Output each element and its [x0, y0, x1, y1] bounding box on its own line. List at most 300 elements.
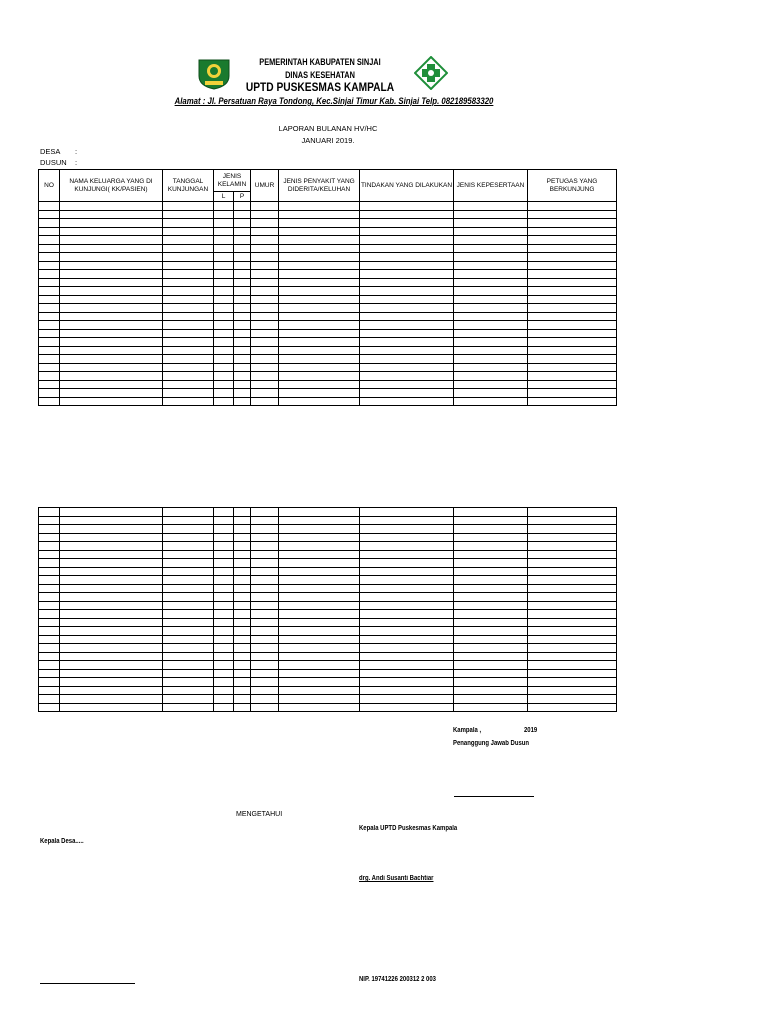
table-cell [454, 686, 528, 695]
table-cell [454, 508, 528, 517]
table-cell [528, 287, 617, 296]
table-cell [60, 202, 163, 211]
table-cell [360, 678, 454, 687]
table-row [39, 355, 617, 364]
table-cell [39, 525, 60, 534]
table-cell [163, 669, 214, 678]
table-cell [251, 253, 279, 262]
table-row [39, 508, 617, 517]
table-cell [279, 584, 360, 593]
table-cell [60, 380, 163, 389]
table-cell [214, 618, 234, 627]
table-cell [360, 627, 454, 636]
table-cell [251, 227, 279, 236]
table-cell [360, 533, 454, 542]
table-cell [60, 542, 163, 551]
col-header-l: L [214, 192, 234, 202]
table-cell [163, 278, 214, 287]
table-cell [163, 244, 214, 253]
table-cell [163, 210, 214, 219]
table-cell [454, 346, 528, 355]
table-cell [60, 321, 163, 330]
table-cell [360, 236, 454, 245]
table-cell [60, 346, 163, 355]
table-cell [214, 703, 234, 712]
table-cell [214, 355, 234, 364]
table-cell [528, 380, 617, 389]
table-cell [163, 372, 214, 381]
col-header-penyakit: JENIS PENYAKIT YANG DIDERITA/KELUHAN [279, 170, 360, 202]
table-cell [360, 372, 454, 381]
table-cell [528, 329, 617, 338]
table-cell [214, 567, 234, 576]
table-cell [214, 533, 234, 542]
table-cell [163, 346, 214, 355]
table-cell [163, 686, 214, 695]
table-row [39, 372, 617, 381]
table-cell [360, 703, 454, 712]
table-cell [163, 338, 214, 347]
table-cell [251, 338, 279, 347]
table-row [39, 703, 617, 712]
table-cell [360, 644, 454, 653]
table-cell [214, 346, 234, 355]
table-row [39, 338, 617, 347]
table-cell [454, 584, 528, 593]
table-cell [214, 270, 234, 279]
table-cell [360, 550, 454, 559]
table-cell [251, 584, 279, 593]
table-row [39, 397, 617, 406]
table-cell [214, 372, 234, 381]
table-cell [279, 627, 360, 636]
table-cell [39, 321, 60, 330]
table-cell [163, 678, 214, 687]
table-cell [39, 270, 60, 279]
table-cell [251, 508, 279, 517]
table-cell [528, 550, 617, 559]
table-cell [163, 295, 214, 304]
table-cell [163, 253, 214, 262]
table-row [39, 584, 617, 593]
table-cell [454, 397, 528, 406]
table-cell [214, 678, 234, 687]
table-cell [60, 312, 163, 321]
table-cell [39, 618, 60, 627]
table-cell [234, 686, 251, 695]
table-cell [234, 219, 251, 228]
table-cell [163, 380, 214, 389]
table-cell [39, 338, 60, 347]
table-cell [214, 652, 234, 661]
table-cell [60, 695, 163, 704]
header-address: Alamat : Jl. Persatuan Raya Tondong, Kec.Sinjai Timur Kab. Sinjai Telp. 082189583320 [174, 96, 494, 107]
table-cell [214, 550, 234, 559]
table-cell [279, 525, 360, 534]
table-cell [454, 644, 528, 653]
table-cell [251, 516, 279, 525]
table-cell [163, 355, 214, 364]
dusun-label: DUSUN [40, 158, 67, 167]
table-cell [279, 236, 360, 245]
table-cell [214, 593, 234, 602]
table-cell [454, 236, 528, 245]
table-cell [454, 695, 528, 704]
table-cell [39, 661, 60, 670]
table-cell [60, 593, 163, 602]
table-cell [360, 219, 454, 228]
table-cell [163, 703, 214, 712]
table-cell [214, 516, 234, 525]
table-cell [251, 559, 279, 568]
table-cell [39, 703, 60, 712]
table-cell [251, 669, 279, 678]
table-cell [234, 584, 251, 593]
table-cell [360, 618, 454, 627]
table-cell [214, 338, 234, 347]
table-cell [528, 686, 617, 695]
report-table-2 [38, 507, 617, 712]
table-cell [528, 312, 617, 321]
table-cell [251, 244, 279, 253]
table-cell [234, 278, 251, 287]
table-cell [214, 635, 234, 644]
table-cell [360, 601, 454, 610]
table-cell [234, 542, 251, 551]
table-cell [60, 533, 163, 542]
table-cell [279, 261, 360, 270]
table-cell [39, 355, 60, 364]
table-cell [234, 253, 251, 262]
table-cell [234, 627, 251, 636]
table-cell [39, 584, 60, 593]
table-cell [528, 601, 617, 610]
table-cell [528, 644, 617, 653]
table-cell [528, 508, 617, 517]
table-cell [234, 525, 251, 534]
table-cell [251, 644, 279, 653]
table-cell [528, 525, 617, 534]
table-cell [454, 533, 528, 542]
table-cell [39, 678, 60, 687]
report-title: LAPORAN BULANAN HV/HC [278, 124, 378, 133]
table-cell [279, 397, 360, 406]
table-cell [39, 202, 60, 211]
table-row [39, 576, 617, 585]
table-cell [60, 397, 163, 406]
table-cell [214, 397, 234, 406]
table-cell [214, 219, 234, 228]
col-header-nama: NAMA KELUARGA YANG DI KUNJUNGI( KK/PASIEN) [60, 170, 163, 202]
table-cell [39, 508, 60, 517]
table-cell [251, 219, 279, 228]
dusun-colon: : [75, 158, 78, 167]
table-cell [39, 389, 60, 398]
table-cell [214, 363, 234, 372]
table-cell [234, 346, 251, 355]
table-cell [39, 627, 60, 636]
table-cell [454, 559, 528, 568]
table-cell [163, 329, 214, 338]
kepala-uptd-label: Kepala UPTD Puskesmas Kampala [359, 825, 458, 832]
table-cell [214, 584, 234, 593]
table-cell [214, 202, 234, 211]
table-cell [163, 516, 214, 525]
table-cell [234, 363, 251, 372]
table-cell [454, 295, 528, 304]
table-cell [251, 346, 279, 355]
table-cell [39, 287, 60, 296]
table-cell [234, 380, 251, 389]
table-cell [251, 304, 279, 313]
dusun-field [40, 158, 78, 167]
table-cell [279, 686, 360, 695]
table-cell [60, 244, 163, 253]
table-cell [251, 295, 279, 304]
kepala-desa-signature-line [40, 983, 135, 984]
table-cell [214, 287, 234, 296]
table-cell [234, 321, 251, 330]
table-cell [360, 210, 454, 219]
table-cell [163, 270, 214, 279]
table-cell [39, 295, 60, 304]
table-cell [360, 661, 454, 670]
table-cell [528, 363, 617, 372]
table-cell [279, 678, 360, 687]
table-cell [39, 686, 60, 695]
table-cell [214, 601, 234, 610]
doctor-nip: NIP. 19741226 200312 2 003 [359, 976, 436, 983]
table-cell [60, 253, 163, 262]
table-cell [528, 321, 617, 330]
table-cell [528, 270, 617, 279]
table-cell [454, 593, 528, 602]
col-header-jenis-kelamin: JENIS KELAMIN [214, 170, 251, 192]
table-cell [234, 559, 251, 568]
table-row [39, 278, 617, 287]
table-cell [528, 627, 617, 636]
table-cell [214, 508, 234, 517]
table-cell [454, 627, 528, 636]
table-row [39, 227, 617, 236]
table-cell [163, 576, 214, 585]
table-cell [279, 253, 360, 262]
table-cell [60, 338, 163, 347]
table-cell [528, 703, 617, 712]
table-cell [60, 618, 163, 627]
table-cell [39, 652, 60, 661]
table-cell [279, 210, 360, 219]
table-cell [360, 516, 454, 525]
table-cell [454, 661, 528, 670]
table-cell [251, 525, 279, 534]
table-cell [39, 635, 60, 644]
table-cell [39, 695, 60, 704]
table-row [39, 321, 617, 330]
table-cell [39, 593, 60, 602]
table-cell [251, 389, 279, 398]
table-cell [251, 210, 279, 219]
table-cell [360, 329, 454, 338]
table-cell [251, 661, 279, 670]
table-cell [454, 542, 528, 551]
table-cell [528, 261, 617, 270]
table-cell [360, 244, 454, 253]
table-cell [214, 669, 234, 678]
table-cell [454, 652, 528, 661]
table-cell [214, 380, 234, 389]
table-cell [60, 627, 163, 636]
table-cell [251, 542, 279, 551]
table-row [39, 635, 617, 644]
table-cell [234, 703, 251, 712]
penanggung-signature-line [454, 796, 534, 797]
table-cell [60, 236, 163, 245]
table-cell [279, 219, 360, 228]
table-cell [39, 372, 60, 381]
table-row [39, 312, 617, 321]
table-row [39, 202, 617, 211]
table-cell [279, 312, 360, 321]
table-cell [279, 278, 360, 287]
table-cell [234, 202, 251, 211]
table-cell [214, 627, 234, 636]
table-cell [454, 380, 528, 389]
table-cell [60, 669, 163, 678]
table-cell [360, 542, 454, 551]
table-cell [360, 312, 454, 321]
table-cell [454, 329, 528, 338]
table-cell [279, 695, 360, 704]
table-cell [454, 372, 528, 381]
table-row [39, 559, 617, 568]
table-cell [60, 559, 163, 568]
table-cell [163, 627, 214, 636]
table-cell [454, 210, 528, 219]
table-cell [39, 278, 60, 287]
table-cell [234, 397, 251, 406]
table-cell [360, 270, 454, 279]
table-cell [234, 516, 251, 525]
table-cell [234, 593, 251, 602]
table-cell [39, 346, 60, 355]
table-cell [234, 678, 251, 687]
table-cell [454, 321, 528, 330]
table-cell [360, 610, 454, 619]
table-cell [163, 202, 214, 211]
table-cell [279, 542, 360, 551]
table-cell [279, 363, 360, 372]
table-row [39, 210, 617, 219]
table-cell [360, 202, 454, 211]
table-cell [234, 329, 251, 338]
table-cell [60, 389, 163, 398]
table-cell [528, 610, 617, 619]
table-cell [163, 661, 214, 670]
table-cell [279, 295, 360, 304]
table-cell [454, 669, 528, 678]
table-cell [60, 261, 163, 270]
table-cell [214, 576, 234, 585]
table-row [39, 652, 617, 661]
table-cell [360, 227, 454, 236]
table-cell [454, 550, 528, 559]
table-cell [279, 355, 360, 364]
table-cell [234, 550, 251, 559]
table-cell [39, 236, 60, 245]
table-cell [163, 618, 214, 627]
table-cell [251, 678, 279, 687]
table-cell [39, 576, 60, 585]
table-cell [234, 695, 251, 704]
col-header-umur: UMUR [251, 170, 279, 202]
table-row [39, 363, 617, 372]
table-cell [454, 287, 528, 296]
table-cell [454, 525, 528, 534]
table-cell [251, 270, 279, 279]
table-cell [279, 559, 360, 568]
table-row [39, 261, 617, 270]
table-cell [163, 219, 214, 228]
table-cell [39, 312, 60, 321]
table-row [39, 542, 617, 551]
table-cell [163, 227, 214, 236]
table-cell [214, 686, 234, 695]
table-cell [214, 210, 234, 219]
table-cell [454, 202, 528, 211]
table-cell [528, 304, 617, 313]
table-cell [60, 635, 163, 644]
table-cell [528, 210, 617, 219]
table-cell [454, 270, 528, 279]
table-cell [279, 533, 360, 542]
table-cell [60, 219, 163, 228]
table-cell [454, 610, 528, 619]
table-cell [39, 542, 60, 551]
table-cell [214, 525, 234, 534]
mengetahui-label: MENGETAHUI [236, 811, 283, 818]
table-cell [528, 542, 617, 551]
table-2-body [39, 508, 617, 712]
table-row [39, 304, 617, 313]
table-cell [163, 533, 214, 542]
table-row [39, 525, 617, 534]
table-cell [528, 635, 617, 644]
table-cell [360, 669, 454, 678]
table-cell [279, 270, 360, 279]
table-cell [214, 329, 234, 338]
table-cell [279, 576, 360, 585]
table-cell [360, 278, 454, 287]
table-cell [60, 287, 163, 296]
table-cell [360, 380, 454, 389]
table-row [39, 610, 617, 619]
report-period: JANUARI 2019. [301, 136, 355, 145]
table-cell [214, 312, 234, 321]
table-cell [360, 652, 454, 661]
table-cell [60, 304, 163, 313]
table-row [39, 253, 617, 262]
table-cell [39, 601, 60, 610]
table-cell [214, 278, 234, 287]
table-cell [39, 363, 60, 372]
table-row [39, 627, 617, 636]
table-cell [39, 559, 60, 568]
table-cell [163, 508, 214, 517]
table-cell [251, 329, 279, 338]
table-cell [360, 346, 454, 355]
table-cell [528, 236, 617, 245]
